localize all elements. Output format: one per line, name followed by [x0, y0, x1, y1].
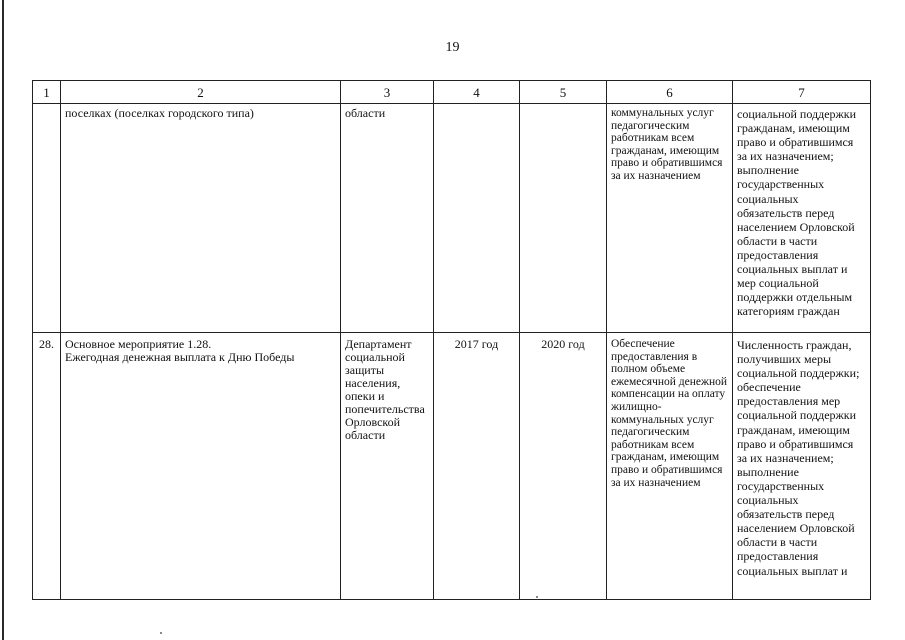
scan-speck [536, 596, 538, 598]
start-year-cell [434, 104, 520, 333]
header-cell-6: 6 [607, 81, 733, 104]
row-number-cell [33, 104, 61, 333]
indicators-cell: социальной поддержки гражданам, имеющим право и обратившимся за их назначением; выполнение государственных социальных обязательств перед населением Орловской области в части предоставления социальных выплат и мер социальной поддержки отдельным категориям граждан [733, 104, 871, 333]
header-cell-7: 7 [733, 81, 871, 104]
header-cell-1: 1 [33, 81, 61, 104]
measure-name-cell: поселках (поселках городского типа) [61, 104, 341, 333]
expected-result-cell: Обеспечение предоставления в полном объеме ежемесячной денежной компенсации на оплату жилищно-коммунальных услуг педагогическим работникам всем гражданам, имеющим право и обратившимся за их назначением [607, 333, 733, 600]
scan-speck [160, 632, 162, 634]
row-number-cell: 28. [33, 333, 61, 600]
measures-table [32, 80, 871, 600]
executor-cell: Департамент социальной защиты населения, опеки и попечительства Орловской области [341, 333, 434, 600]
executor-cell: области [341, 104, 434, 333]
measure-name-cell: Основное мероприятие 1.28. Ежегодная денежная выплата к Дню Победы [61, 333, 341, 600]
start-year-cell: 2017 год [434, 333, 520, 600]
page-number: 19 [445, 40, 460, 55]
end-year-cell [520, 104, 607, 333]
header-cell-3: 3 [341, 81, 434, 104]
expected-result-cell: коммунальных услуг педагогическим работникам всем гражданам, имеющим право и обратившимся за их назначением [607, 104, 733, 333]
header-cell-2: 2 [61, 81, 341, 104]
table-row [33, 104, 871, 333]
indicators-cell: Численность граждан, получивших меры социальной поддержки; обеспечение предоставления мер социальной поддержки гражданам, имеющим право и обратившимся за их назначением; выполнение государственных социальных обязательств перед населением Орловской области в части предоставления социальных выплат и [733, 333, 871, 600]
table-row [33, 333, 871, 600]
end-year-cell: 2020 год [520, 333, 607, 600]
table-header-row [33, 81, 871, 104]
header-cell-5: 5 [520, 81, 607, 104]
page-left-edge [2, 0, 4, 640]
header-cell-4: 4 [434, 81, 520, 104]
